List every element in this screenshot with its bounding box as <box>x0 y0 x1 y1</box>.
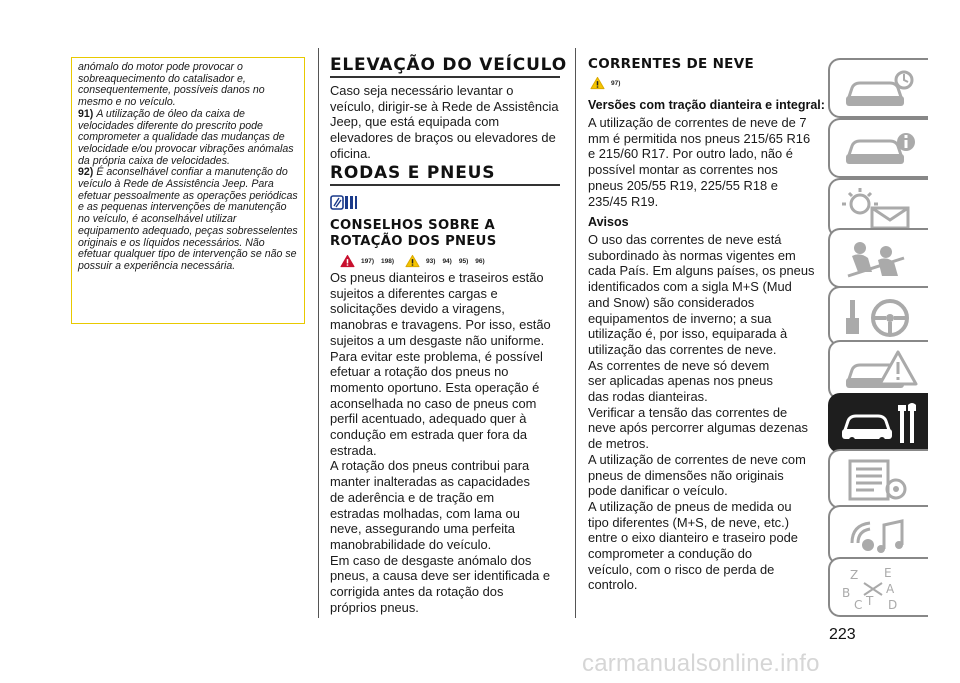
paragraph: A utilização de correntes de neve de 7 mm é permitida nos pneus 215/65 R16 e 215/60 R17. Por outro lado, não é possível montar as correntes nos pneus 205/55 R19, 225/55 R18 e 235/45 R19. <box>588 115 811 209</box>
warning-item-91 <box>78 109 298 168</box>
elevacao-paragraph: Caso seja necessário levantar o veículo, dirigir-se à Rede de Assistência Jeep, que está equipada com elevadores de braços ou elevadores de oficina. <box>330 83 559 161</box>
versions-text <box>588 115 816 209</box>
avisos-heading: Avisos <box>588 215 629 229</box>
warning-references <box>340 254 492 268</box>
paragraph: Em caso de desgaste anómalo dos pneus, a causa deve ser identificada e corrigida antes da rotação dos próprios pneus. <box>330 552 551 615</box>
column-divider <box>318 48 319 618</box>
tab-maintenance-active[interactable] <box>828 393 928 453</box>
paragraph: A rotação dos pneus contribui para manter inalteradas as capacidades de aderência e de tração em estradas molhadas, com lama ou neve, assegurando uma perfeita manobrabilidade do veículo. <box>330 458 530 552</box>
index-letter: E <box>884 566 892 580</box>
multimedia-icon <box>838 513 922 559</box>
index-letter: C <box>854 598 863 611</box>
car-warning-icon <box>838 348 922 394</box>
warning-item-text: A utilização de óleo da caixa de velocidades diferente do prescrito pode comprometer a qualidade das mudanças de velocidade e/ou provocar vibrações anómalas da própria caixa de velocidades. <box>78 107 294 167</box>
tab-steering[interactable] <box>828 286 928 346</box>
paragraph: A utilização de pneus de medida ou tipo diferentes (M+S, de neve, etc.) entre o eixo dianteiro e traseiro pode comprometer a condução do veículo, com o risco de perda de controlo. <box>588 498 798 593</box>
rotacao-text <box>330 270 562 615</box>
warning-box <box>71 57 305 324</box>
warning-item-number: 92) <box>78 166 94 179</box>
reference-number: 96) <box>475 257 485 265</box>
page-number: 223 <box>829 626 856 643</box>
paragraph: O uso das correntes de neve está subordinado às normas vigentes em cada País. Em alguns países, os pneus identificados com a sigla M+S (Mud and Snow) são considerados equipamentos de inverno; a sua utilização é, por isso, equiparada à utilização das correntes de neve. <box>588 232 815 357</box>
title-rule <box>330 184 560 186</box>
tab-seat-safety[interactable] <box>828 228 928 288</box>
paragraph: As correntes de neve só devem ser aplicadas apenas nos pneus das rodas dianteiras. <box>588 357 773 405</box>
section-title-rodas: RODAS E PNEUS <box>330 163 496 183</box>
caution-triangle-icon <box>590 76 605 90</box>
danger-triangle-icon <box>340 254 355 268</box>
tab-car-info[interactable] <box>828 118 928 178</box>
subsection-title-rotacao: CONSELHOS SOBRE A ROTAÇÃO DOS PNEUS <box>330 218 497 249</box>
reference-number: 97) <box>611 79 621 87</box>
car-tools-icon <box>838 401 922 447</box>
tire-service-icon <box>330 194 358 210</box>
section-title-correntes: CORRENTES DE NEVE <box>588 56 754 72</box>
paragraph: Para evitar este problema, é possível efetuar a rotação dos pneus no momento oportuno. Esta operação é aconselhada no caso de pneus com perfil acentuado, adequado quer à condução em estrada quer fora da estrada. <box>330 348 543 458</box>
paragraph: Os pneus dianteiros e traseiros estão sujeitos a diferentes cargas e solicitações devido a viragens, manobras e travagens. Por isso, estão sujeitos a um desgaste não uniforme. <box>330 270 551 348</box>
tab-multimedia[interactable] <box>828 505 928 565</box>
specs-list-icon <box>838 457 922 503</box>
paragraph: Verificar a tensão das correntes de neve após percorrer algumas dezenas de metros. <box>588 404 808 452</box>
steering-icon <box>838 294 922 340</box>
index-letter: B <box>842 586 851 600</box>
index-letter: Z <box>850 568 859 582</box>
section-title-elevacao: ELEVAÇÃO DO VEÍCULO <box>330 55 567 75</box>
index-letter: D <box>888 598 898 611</box>
caution-triangle-icon <box>405 254 420 268</box>
index-letters-icon <box>838 565 922 611</box>
reference-number: 95) <box>458 257 469 265</box>
warning-intro: anómalo do motor pode provocar o sobreaquecimento do catalisador e, consequentemente, possíveis danos no mesmo e no veículo. <box>78 61 265 109</box>
warning-item-text: É aconselhável confiar a manutenção do veículo à Rede de Assistência Jeep. Para efetuar pessoalmente as operações periódicas e as pequenas intervenções de manutenção no veículo, é aconselhável utilizar equipamento adequado, peças sobresselentes originais e os líquidos necessários. Não efetuar qualquer tipo de intervenção se não se possuir a experiência necessária. <box>78 166 298 272</box>
warning-item-number: 91) <box>78 107 94 120</box>
reference-number: 93) <box>426 257 436 265</box>
tab-specifications[interactable] <box>828 449 928 509</box>
watermark: carmanualsonline.info <box>582 650 820 677</box>
index-letter: A <box>886 582 895 596</box>
reference-number: 198) <box>381 257 395 265</box>
car-info-icon <box>838 126 922 172</box>
reference-number: 94) <box>442 257 452 265</box>
warning-item-92 <box>78 167 298 272</box>
paragraph: A utilização de correntes de neve com pneus de dimensões não originais pode danificar o veículo. <box>588 451 806 499</box>
avisos-text <box>588 232 816 593</box>
elevacao-text <box>330 83 560 162</box>
seat-safety-icon <box>838 236 922 282</box>
tab-car-overview[interactable] <box>828 58 928 118</box>
column-divider <box>575 48 576 618</box>
tab-index[interactable] <box>828 557 928 617</box>
tab-car-warning[interactable] <box>828 340 928 400</box>
light-mail-icon <box>838 186 922 232</box>
warning-references <box>590 76 627 90</box>
versions-heading: Versões com tração dianteira e integral: <box>588 98 825 112</box>
car-overview-icon <box>838 66 922 112</box>
index-letter: T <box>866 594 874 608</box>
title-rule <box>330 76 560 78</box>
reference-number: 197) <box>361 257 375 265</box>
